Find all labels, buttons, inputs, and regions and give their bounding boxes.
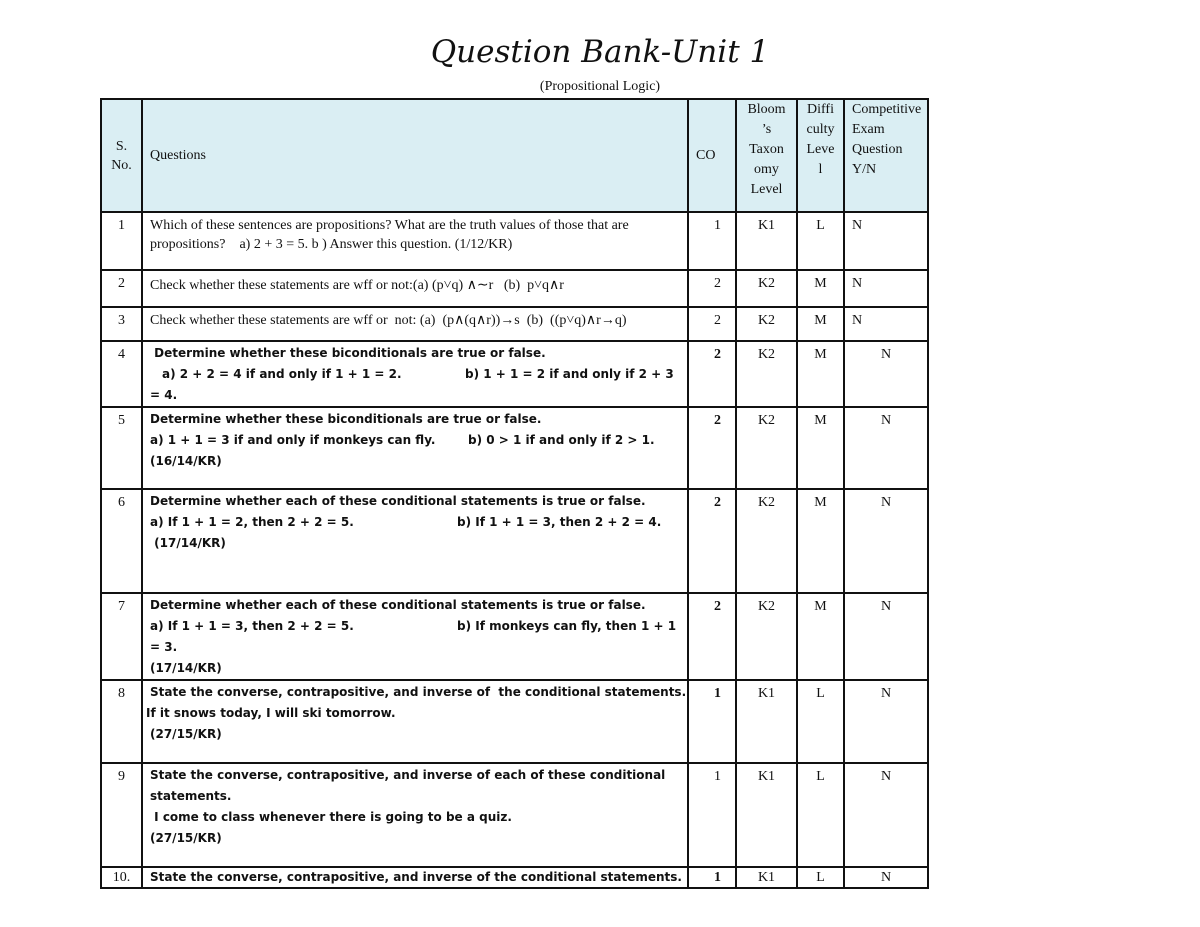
row-sno: 2: [101, 270, 142, 307]
row-co: 1: [688, 680, 736, 763]
row-co: 1: [688, 867, 736, 888]
table-row: [101, 489, 928, 593]
header-questions: Questions: [142, 99, 688, 212]
row-question: State the converse, contrapositive, and inverse of the conditional statements. If it snows today, I will ski tomorrow. (27/15/KR): [142, 680, 688, 763]
row-sno: 3: [101, 307, 142, 341]
row-sno: 9: [101, 763, 142, 867]
row-sno: 6: [101, 489, 142, 593]
row-sno: 4: [101, 341, 142, 407]
page-subtitle: (Propositional Logic): [539, 79, 661, 94]
row-difficulty: M: [797, 489, 844, 593]
row-difficulty: M: [797, 341, 844, 407]
row-bloom: K1: [736, 212, 797, 270]
row-bloom: K2: [736, 593, 797, 680]
row-competitive: N: [844, 489, 928, 593]
header-co: CO: [688, 99, 736, 212]
row-question: Determine whether each of these conditional statements is true or false. a) If 1 + 1 = 2, then 2 + 2 = 5. b) If 1 + 1 = 3, then 2 + 2 = 4. (17/14/KR): [142, 489, 688, 593]
row-competitive: N: [844, 407, 928, 489]
row-competitive: N: [844, 763, 928, 867]
row-difficulty: L: [797, 763, 844, 867]
row-difficulty: M: [797, 593, 844, 680]
row-question: Check whether these statements are wff or not: (a) (p∧(q∧r))→s (b) ((p˅q)∧r→q): [142, 307, 688, 341]
row-co: 2: [688, 270, 736, 307]
table-row: [101, 680, 928, 763]
row-question: State the converse, contrapositive, and inverse of each of these conditional statements. I come to class whenever there is going to be a quiz. (27/15/KR): [142, 763, 688, 867]
row-co: 1: [688, 763, 736, 867]
row-co: 2: [688, 341, 736, 407]
header-bloom: Bloom ’s Taxon omy Level: [736, 99, 797, 212]
row-co: 2: [688, 489, 736, 593]
header-competitive: Competitive Exam Question Y/N: [844, 99, 928, 212]
row-bloom: K2: [736, 341, 797, 407]
row-competitive: N: [844, 593, 928, 680]
row-question: Determine whether these biconditionals are true or false. a) 2 + 2 = 4 if and only if 1 + 1 = 2. b) 1 + 1 = 2 if and only if 2 + 3 = 4.: [142, 341, 688, 407]
table-row: [101, 867, 928, 888]
row-difficulty: L: [797, 680, 844, 763]
row-question: Check whether these statements are wff or not:(a) (p˅q) ∧∼r (b) p˅q∧r: [142, 270, 688, 307]
row-difficulty: L: [797, 212, 844, 270]
row-competitive: N: [844, 307, 928, 341]
row-difficulty: L: [797, 867, 844, 888]
header-row: [101, 99, 928, 212]
row-sno: 5: [101, 407, 142, 489]
row-bloom: K1: [736, 763, 797, 867]
row-co: 2: [688, 407, 736, 489]
row-bloom: K2: [736, 307, 797, 341]
row-sno: 8: [101, 680, 142, 763]
header-difficulty: Diffi culty Leve l: [797, 99, 844, 212]
row-co: 1: [688, 212, 736, 270]
row-bloom: K2: [736, 270, 797, 307]
row-difficulty: M: [797, 270, 844, 307]
row-question: Determine whether each of these conditional statements is true or false. a) If 1 + 1 = 3, then 2 + 2 = 5. b) If monkeys can fly, then 1 + 1 = 3. (17/14/KR): [142, 593, 688, 680]
row-question: Determine whether these biconditionals are true or false. a) 1 + 1 = 3 if and only if monkeys can fly. b) 0 > 1 if and only if 2 > 1. (16/14/KR): [142, 407, 688, 489]
table-row: [101, 407, 928, 489]
table-row: [101, 593, 928, 680]
row-sno: 10.: [101, 867, 142, 888]
row-competitive: N: [844, 867, 928, 888]
table-row: [101, 212, 928, 270]
row-sno: 1: [101, 212, 142, 270]
row-co: 2: [688, 307, 736, 341]
table-row: [101, 341, 928, 407]
row-difficulty: M: [797, 307, 844, 341]
row-co: 2: [688, 593, 736, 680]
table-row: [101, 307, 928, 341]
row-competitive: N: [844, 341, 928, 407]
row-competitive: N: [844, 212, 928, 270]
row-question: State the converse, contrapositive, and inverse of the conditional statements.: [142, 867, 688, 888]
header-sno: S. No.: [101, 99, 142, 212]
row-difficulty: M: [797, 407, 844, 489]
row-question: Which of these sentences are propositions? What are the truth values of those that are propositions? a) 2 + 3 = 5. b ) Answer this question. (1/12/KR): [142, 212, 688, 270]
row-competitive: N: [844, 270, 928, 307]
row-bloom: K2: [736, 407, 797, 489]
question-table: [100, 98, 929, 889]
row-bloom: K1: [736, 867, 797, 888]
row-bloom: K2: [736, 489, 797, 593]
row-competitive: N: [844, 680, 928, 763]
table-row: [101, 763, 928, 867]
page-title: Question Bank-Unit 1: [430, 34, 770, 70]
row-bloom: K1: [736, 680, 797, 763]
row-sno: 7: [101, 593, 142, 680]
table-row: [101, 270, 928, 307]
